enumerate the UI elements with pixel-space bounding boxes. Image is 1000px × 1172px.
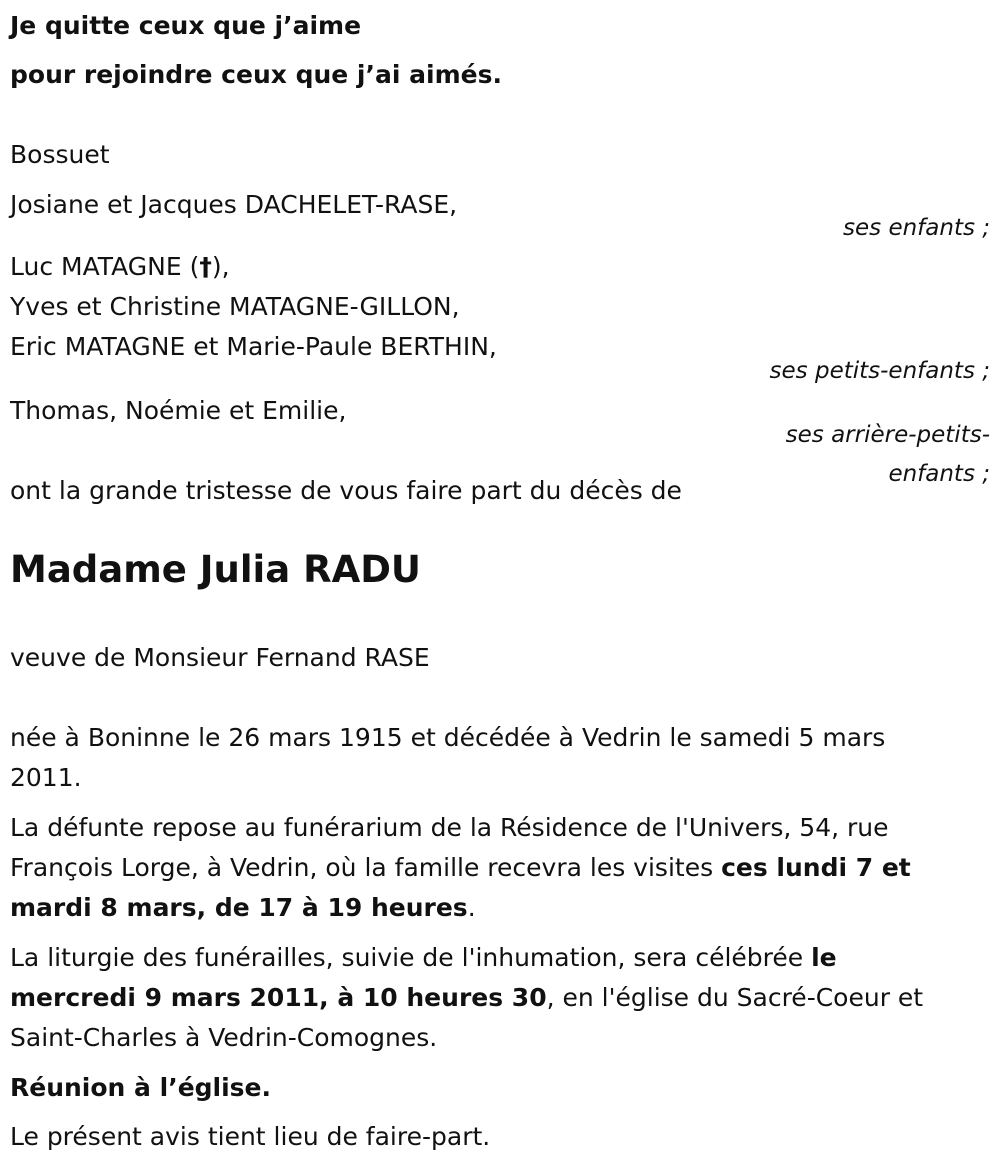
- grandchild-luc-end: ),: [211, 252, 230, 281]
- epitaph-line-2: pour rejoindre ceux que j’ai aimés.: [10, 60, 502, 89]
- place-name: Bossuet: [10, 140, 110, 169]
- great-grandchildren-names: Thomas, Noémie et Emilie,: [10, 396, 347, 425]
- funeral-paragraph: [10, 938, 960, 1058]
- epitaph-line-1: Je quitte ceux que j’aime: [10, 11, 362, 40]
- great-grandchildren-role-1: ses arrière-petits-: [785, 422, 990, 448]
- cross-icon: †: [199, 252, 212, 281]
- grandchildren-role: ses petits-enfants ;: [769, 358, 990, 384]
- announcement-text: ont la grande tristesse de vous faire part du décès de: [10, 476, 682, 505]
- grandchild-luc-name: Luc MATAGNE (: [10, 252, 200, 281]
- notice-text: Le présent avis tient lieu de faire-part.: [10, 1122, 491, 1151]
- grandchild-luc: [10, 247, 230, 287]
- great-grandchildren-role-2: enfants ;: [888, 461, 990, 487]
- children-role: ses enfants ;: [843, 215, 990, 241]
- visitation-dates: ces lundi 7 et mardi 8 mars, de 17 à 19 heures: [10, 853, 911, 922]
- grandchild-yves: Yves et Christine MATAGNE-GILLON,: [10, 292, 460, 321]
- widow-of: veuve de Monsieur Fernand RASE: [10, 643, 430, 672]
- funeral-text: La liturgie des funérailles, suivie de l'inhumation, sera célébrée: [10, 943, 812, 972]
- visitation-text: La défunte repose au funérarium de la Résidence de l'Univers, 54, rue François Lorge, à Vedrin, où la famille recevra les visites: [10, 813, 889, 882]
- children-names: Josiane et Jacques DACHELET-RASE,: [10, 190, 458, 219]
- deceased-name: Madame Julia RADU: [10, 548, 421, 591]
- grandchild-eric: Eric MATAGNE et Marie-Paule BERTHIN,: [10, 332, 497, 361]
- birth-death-paragraph: née à Boninne le 26 mars 1915 et décédée à Vedrin le samedi 5 mars 2011.: [10, 723, 886, 792]
- meeting-note: Réunion à l’église.: [10, 1073, 272, 1102]
- visitation-paragraph: [10, 808, 960, 928]
- funeral-end: , en l'église du Sacré-Coeur et Saint-Charles à Vedrin-Comognes.: [10, 983, 924, 1052]
- visitation-end: .: [467, 893, 476, 922]
- funeral-datetime: le mercredi 9 mars 2011, à 10 heures 30: [10, 943, 837, 1012]
